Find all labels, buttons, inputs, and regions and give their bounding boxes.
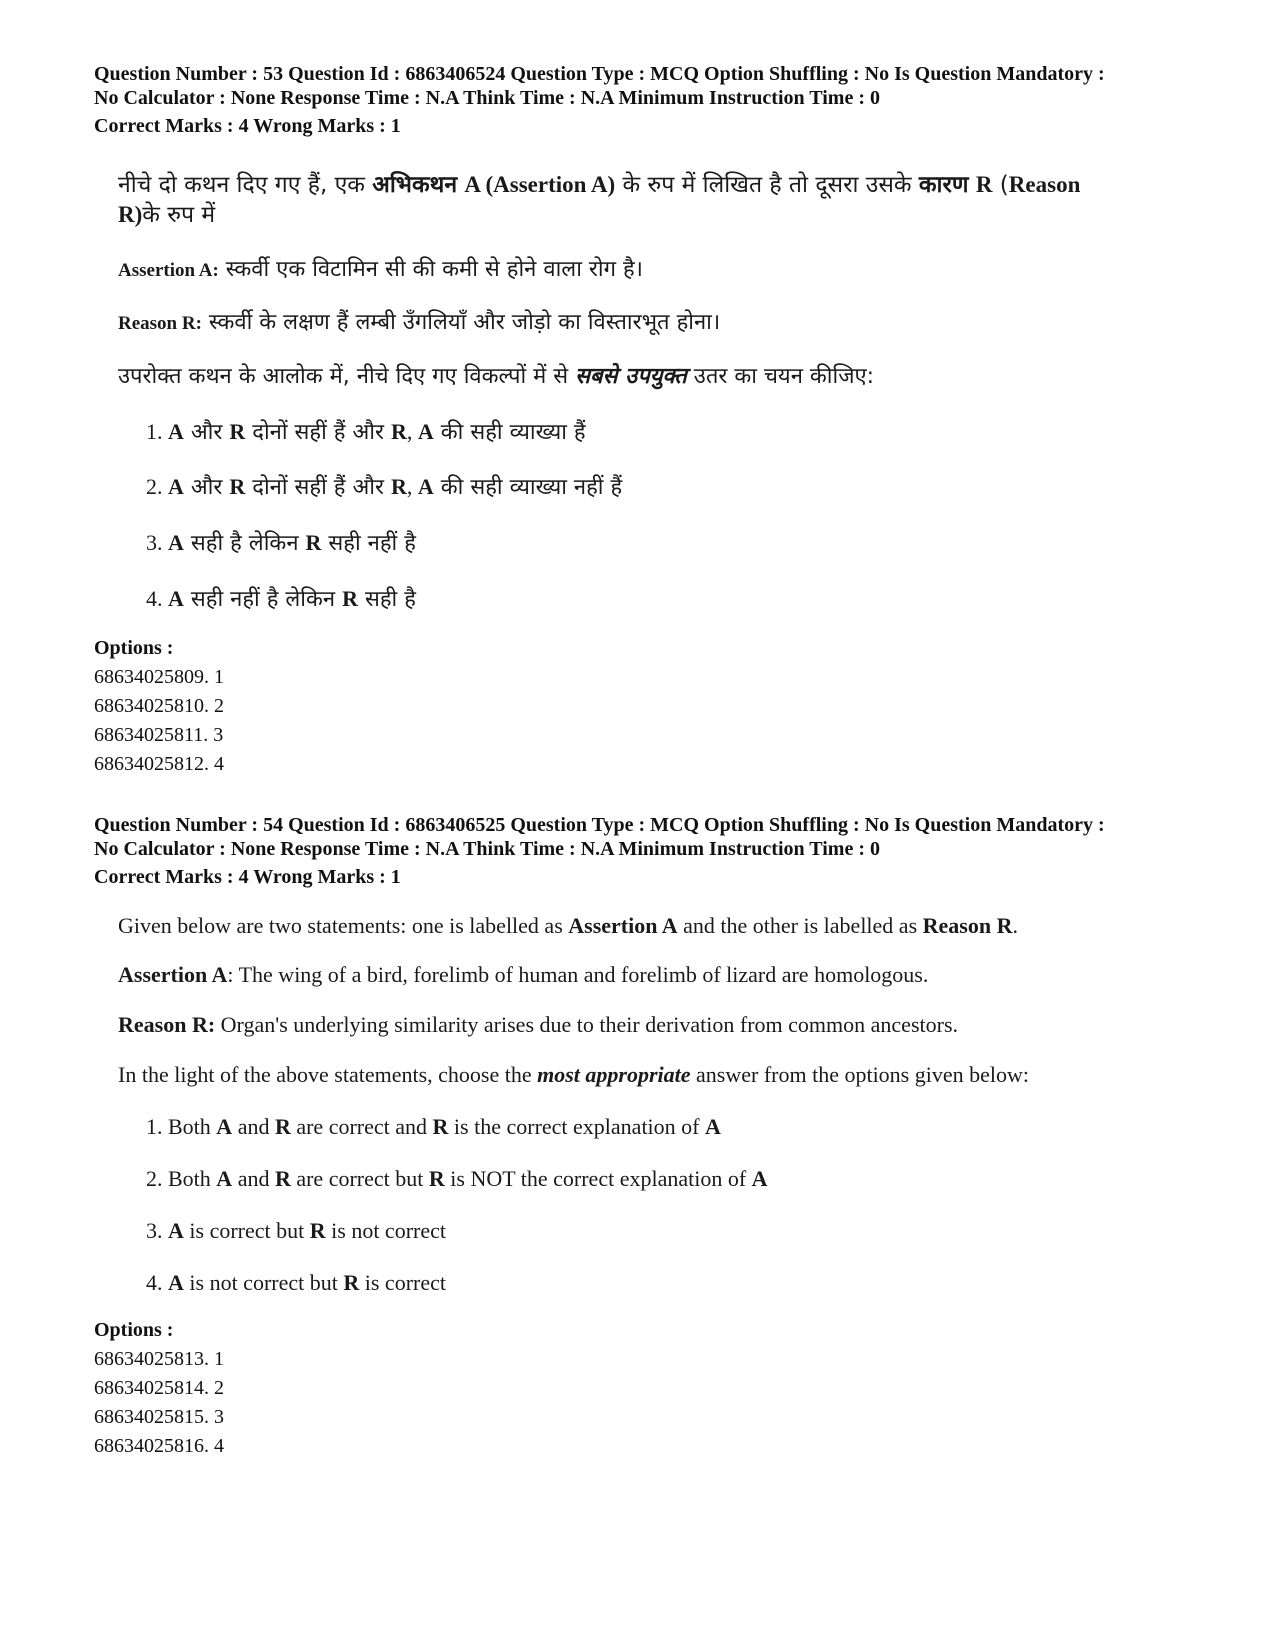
q54-options-heading: Options :: [94, 1319, 174, 1341]
q54-reason-label: Reason R:: [118, 1012, 216, 1037]
q54-choice-2: 2. Both A and R are correct but R is NOT the correct explanation of A: [146, 1166, 768, 1191]
q54-intro: Given below are two statements: one is labelled as Assertion A and the other is labelled as Reason R.: [118, 913, 1018, 938]
q53-choice-4: 4. A सही नहीं है लेकिन R सही है: [146, 586, 416, 612]
q54-instruction: In the light of the above statements, choose the most appropriate answer from the options given below:: [118, 1062, 1030, 1087]
q54-reason-text: Organ's underlying similarity arises due to their derivation from common ancestors.: [215, 1012, 959, 1037]
q54-choice-3: 3. A is correct but R is not correct: [146, 1218, 446, 1243]
option-item: 68634025810. 2: [94, 695, 224, 717]
q53-assertion-label: Assertion A:: [118, 260, 219, 281]
q53-options: [94, 634, 224, 779]
q53-marks: Correct Marks : 4 Wrong Marks : 1: [94, 115, 401, 137]
q54-marks: Correct Marks : 4 Wrong Marks : 1: [94, 866, 401, 888]
q53-meta: [94, 62, 1214, 138]
q53-choice-2: 2. A और R दोनों सहीं हैं और R, A की सही व्याख्या नहीं हैं: [146, 474, 623, 500]
q54-choice-1: 1. Both A and R are correct and R is the correct explanation of A: [146, 1114, 721, 1139]
q54-assertion-text: : The wing of a bird, forelimb of human and forelimb of lizard are homologous.: [227, 962, 929, 987]
option-item: 68634025813. 1: [94, 1348, 224, 1370]
q54-meta-line1: Question Number : 54 Question Id : 6863406525 Question Type : MCQ Option Shuffling : No Is Question Mandatory :: [94, 814, 1105, 836]
q53-choice-1: 1. A और R दोनों सहीं हैं और R, A की सही व्याख्या हैं: [146, 419, 586, 445]
q54-choice-4: 4. A is not correct but R is correct: [146, 1270, 446, 1295]
q53-meta-line1: Question Number : 53 Question Id : 6863406524 Question Type : MCQ Option Shuffling : No Is Question Mandatory :: [94, 63, 1105, 85]
q53-reason: [118, 308, 720, 339]
q54-meta: [94, 813, 1214, 889]
option-item: 68634025812. 4: [94, 753, 224, 775]
option-item: 68634025815. 3: [94, 1406, 224, 1428]
option-item: 68634025816. 4: [94, 1435, 224, 1457]
q53-meta-line2: No Calculator : None Response Time : N.A Think Time : N.A Minimum Instruction Time : 0: [94, 87, 880, 109]
option-item: 68634025809. 1: [94, 666, 224, 688]
q54-meta-line2: No Calculator : None Response Time : N.A Think Time : N.A Minimum Instruction Time : 0: [94, 838, 880, 860]
option-item: 68634025811. 3: [94, 724, 224, 746]
q53-assertion: [118, 255, 643, 286]
option-item: 68634025814. 2: [94, 1377, 224, 1399]
q53-assertion-text: स्कर्वी एक विटामिन सी की कमी से होने वाला रोग है।: [218, 257, 643, 282]
q53-instruction: उपरोक्त कथन के आलोक में, नीचे दिए गए विकल्पों में से सबसे उपयुक्त उतर का चयन कीजिए:: [118, 364, 875, 389]
q53-reason-text: स्कर्वी के लक्षण हैं लम्बी उँगलियाँ और जोड़ो का विस्तारभूत होना।: [201, 310, 721, 335]
q53-reason-label: Reason R:: [118, 313, 202, 334]
q54-options: [94, 1316, 224, 1461]
q53-choice-3: 3. A सही है लेकिन R सही नहीं है: [146, 530, 416, 556]
q54-assertion: [118, 961, 928, 989]
q54-reason: [118, 1011, 958, 1039]
q53-intro: नीचे दो कथन दिए गए हैं, एक अभिकथन A (Assertion A) के रुप में लिखित है तो दूसरा उसके कारण R (Reason R)के रुप में: [118, 172, 1081, 228]
q53-options-heading: Options :: [94, 637, 174, 659]
q54-assertion-label: Assertion A: [118, 962, 228, 987]
